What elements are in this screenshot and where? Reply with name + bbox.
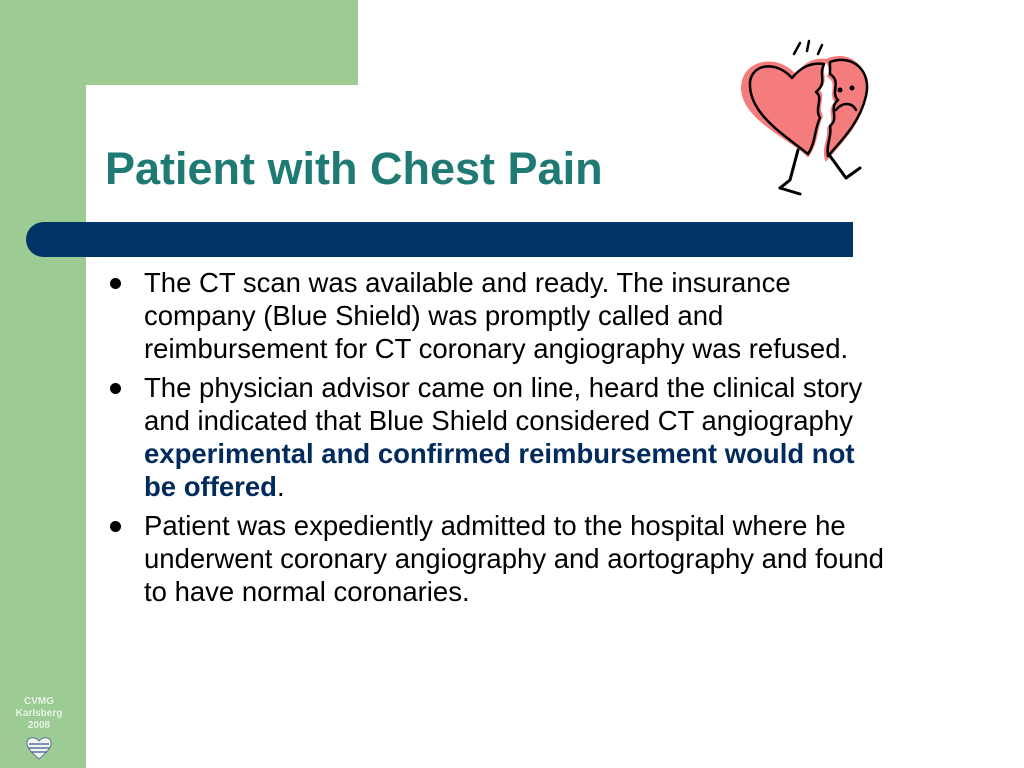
broken-heart-icon — [730, 38, 880, 203]
bullet-list — [104, 266, 894, 614]
cvmg-logo-icon — [25, 736, 53, 760]
bullet-item-1 — [104, 266, 894, 365]
bullet-text-3: Patient was expediently admitted to the hospital where he underwent coronary angiography and aortography and found to have normal coronaries. — [144, 510, 884, 607]
green-side-panel — [0, 0, 86, 768]
bullet-dot-icon — [110, 383, 121, 394]
bullet-text-1: The CT scan was available and ready. The insurance company (Blue Shield) was promptly called and reimbursement for CT coronary angiography was refused. — [144, 267, 849, 364]
bullet-dot-icon — [110, 278, 121, 289]
bullet-text-2: The physician advisor came on line, heard the clinical story and indicated that Blue Shield considered CT angiography — [144, 372, 863, 436]
green-top-panel — [86, 0, 358, 85]
bullet-item-3 — [104, 509, 894, 608]
title-divider-bar — [26, 222, 853, 257]
bullet-emphasis-text: experimental and confirmed reimbursement would not be offered — [144, 438, 855, 502]
cvmg-logo — [4, 696, 74, 760]
bullet-dot-icon — [110, 521, 121, 532]
logo-line-1: CVMG — [24, 696, 54, 707]
slide-title: Patient with Chest Pain — [105, 143, 603, 194]
logo-line-2: Karlsberg — [15, 708, 63, 719]
logo-line-3: 2008 — [27, 720, 51, 731]
bullet-item-2 — [104, 371, 894, 503]
bullet-text-2-end: . — [276, 471, 285, 502]
